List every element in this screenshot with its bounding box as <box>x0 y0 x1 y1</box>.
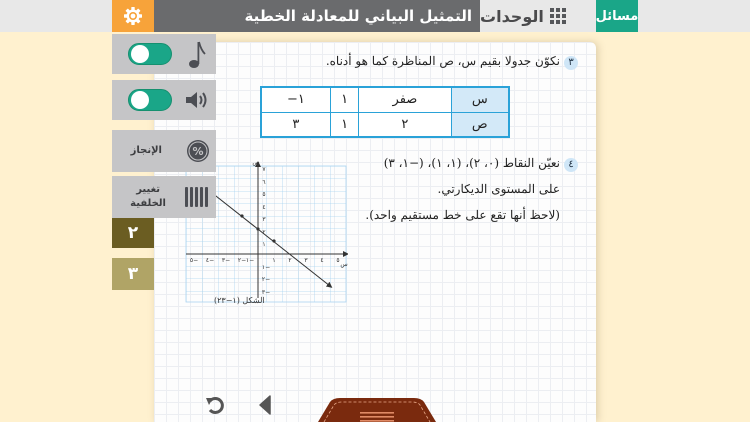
svg-text:٣−: ٣− <box>221 257 231 264</box>
question-text: نعيّن النقاط (٠، ٢)، (١، ١)، (−١، ٣) <box>383 156 560 170</box>
svg-text:ص: ص <box>252 159 260 166</box>
change-background-label <box>130 183 166 211</box>
question-text: نكوّن جدولا بقيم س، ص المناظرة كما هو أدناه. <box>325 54 560 68</box>
svg-text:%: % <box>192 145 204 158</box>
sound-toggle-row <box>112 80 216 120</box>
table-cell: ١− <box>261 87 330 112</box>
table-header-x: س <box>451 87 509 112</box>
svg-text:س: س <box>340 261 348 268</box>
label-line: الخلفية <box>130 198 166 209</box>
xy-values-table <box>260 86 510 138</box>
back-arrow-icon[interactable] <box>258 395 272 415</box>
svg-text:١−: ١− <box>261 264 271 271</box>
svg-text:٢−: ٢− <box>261 276 271 283</box>
unit-tab-2[interactable]: ٢ <box>112 218 154 248</box>
music-toggle-row <box>112 34 216 74</box>
sound-toggle[interactable] <box>128 89 172 111</box>
svg-text:٥: ٥ <box>262 191 266 198</box>
question-4-line-3: (لاحظ أنها تقع على خط مستقيم واحد). <box>365 208 560 222</box>
grid-icon <box>550 8 566 24</box>
svg-text:١: ١ <box>262 241 266 248</box>
table-row <box>261 87 509 112</box>
question-4 <box>384 156 578 172</box>
top-bar <box>0 0 750 32</box>
speaker-icon <box>184 90 210 110</box>
reload-icon[interactable] <box>204 394 228 416</box>
unit-tab-3[interactable]: ٣ <box>112 258 154 290</box>
toggle-knob <box>131 91 149 109</box>
table-cell: صفر <box>359 87 451 112</box>
change-background-button[interactable] <box>112 176 216 218</box>
svg-text:٥: ٥ <box>336 257 340 264</box>
table-cell: ١ <box>330 112 359 137</box>
question-4-line-2: على المستوى الديكارتي. <box>437 182 560 196</box>
question-number: ٤ <box>564 158 578 172</box>
question-number: ٣ <box>564 56 578 70</box>
svg-text:١: ١ <box>272 257 276 264</box>
settings-button[interactable] <box>112 0 154 32</box>
svg-text:٦: ٦ <box>262 179 266 186</box>
units-label: الوحدات <box>480 6 544 26</box>
table-row <box>261 112 509 137</box>
svg-text:٢−: ٢− <box>237 257 247 264</box>
svg-text:٥−: ٥− <box>189 257 199 264</box>
svg-text:٤: ٤ <box>320 257 324 264</box>
svg-text:٤−: ٤− <box>205 257 215 264</box>
table-cell: ٣ <box>261 112 330 137</box>
lesson-title: التمثيل البياني للمعادلة الخطية <box>154 0 480 32</box>
figure-caption: الشكل (١−٢٣) <box>214 296 265 305</box>
problems-button[interactable]: مسائل <box>596 0 638 32</box>
table-cell: ١ <box>330 87 359 112</box>
table-header-y: ص <box>451 112 509 137</box>
progress-label: الإنجاز <box>130 145 162 156</box>
stripes-icon <box>184 186 210 208</box>
book-page <box>154 42 596 422</box>
units-button[interactable] <box>480 0 596 32</box>
question-3 <box>326 54 578 70</box>
svg-text:٤: ٤ <box>262 204 266 211</box>
svg-text:٣−: ٣− <box>261 289 271 296</box>
gear-icon <box>123 6 143 26</box>
music-toggle[interactable] <box>128 43 172 65</box>
svg-text:٧: ٧ <box>262 166 266 173</box>
svg-text:٣: ٣ <box>304 257 308 264</box>
svg-text:٢: ٢ <box>262 229 266 236</box>
label-line: تغيير <box>136 184 160 195</box>
drawer-handle[interactable] <box>318 398 436 422</box>
progress-button[interactable] <box>112 130 216 172</box>
svg-text:٢: ٢ <box>288 257 292 264</box>
music-note-icon <box>188 40 206 70</box>
svg-text:١−: ١− <box>245 257 255 264</box>
toggle-knob <box>131 45 149 63</box>
percent-icon <box>186 139 210 163</box>
table-cell: ٢ <box>359 112 451 137</box>
svg-text:٣: ٣ <box>262 216 266 223</box>
